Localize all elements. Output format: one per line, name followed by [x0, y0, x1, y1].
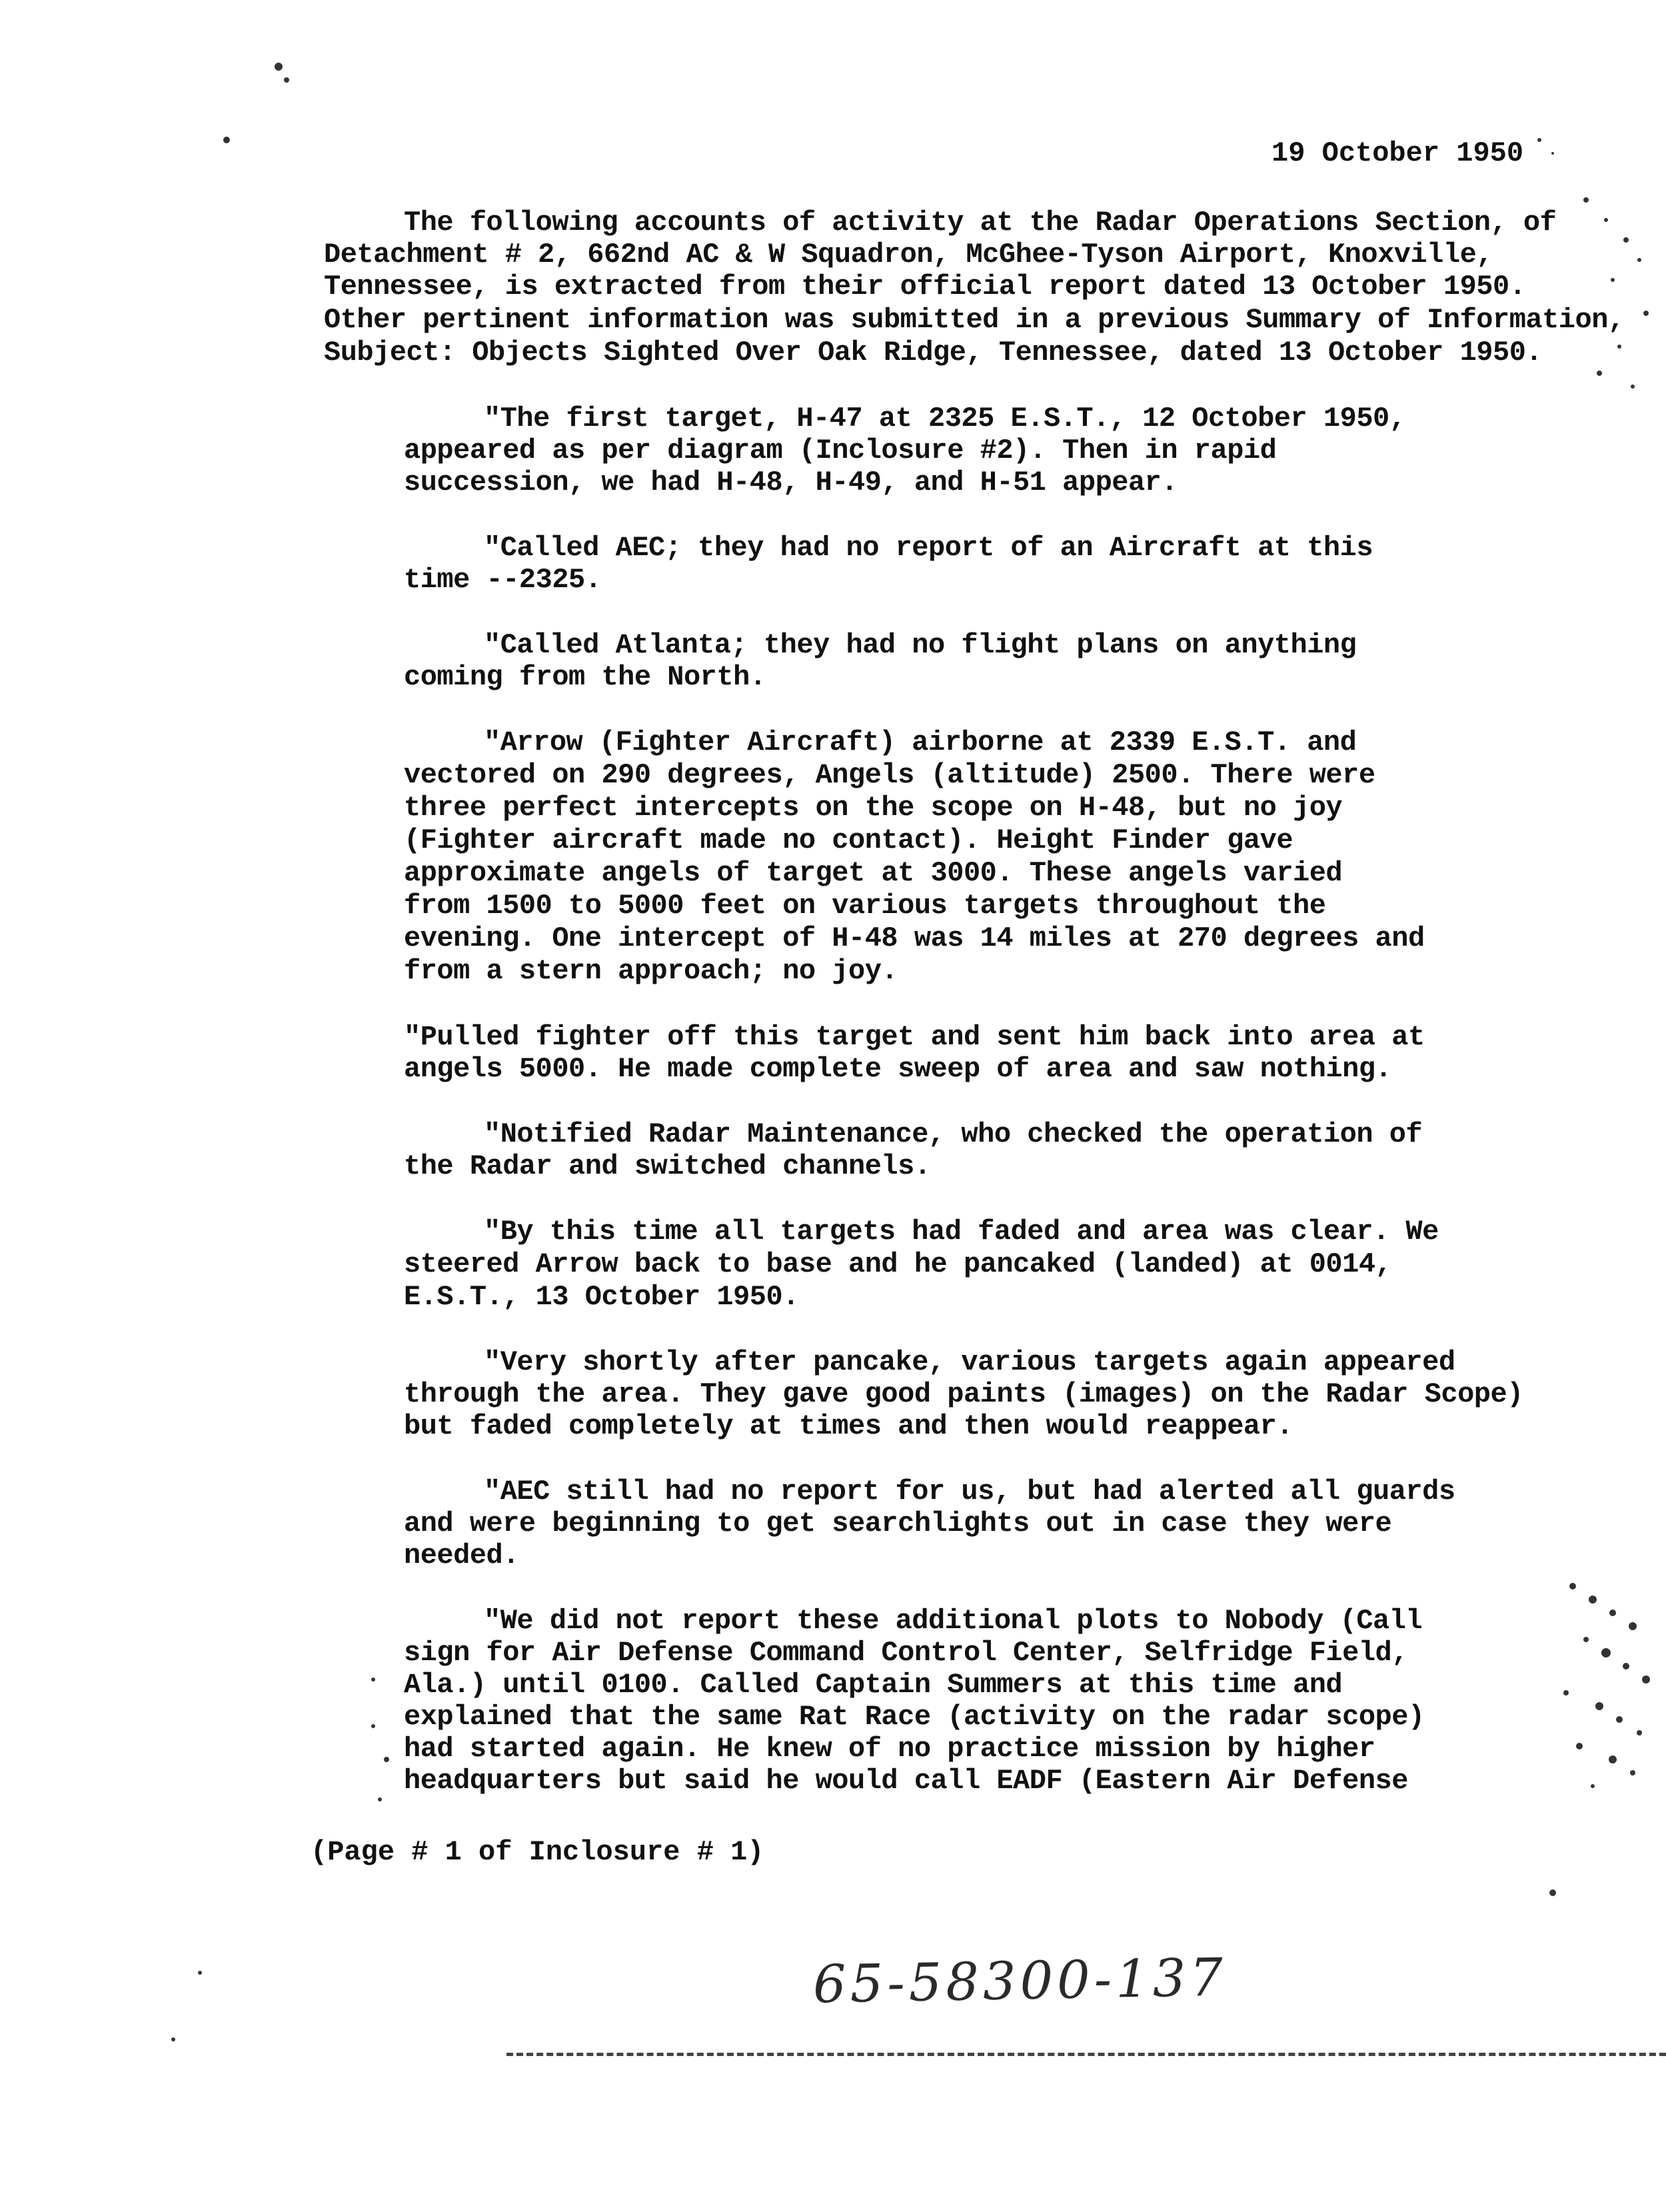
text-line: needed.	[404, 1540, 519, 1572]
handwritten-file-number: 65-58300-137	[812, 1947, 1228, 2015]
text-line: steered Arrow back to base and he pancaked (landed) at 0014,	[404, 1248, 1392, 1280]
text-line: "Pulled fighter off this target and sent him back into area at	[404, 1021, 1425, 1053]
text-line: "AEC still had no report for us, but had alerted all guards	[484, 1476, 1455, 1508]
text-line: Other pertinent information was submitted in a previous Summary of Information,	[324, 304, 1625, 336]
text-line: three perfect intercepts on the scope on H-48, but no joy	[404, 792, 1343, 824]
text-line: vectored on 290 degrees, Angels (altitude) 2500. There were	[404, 759, 1375, 791]
text-line: through the area. They gave good paints (images) on the Radar Scope)	[404, 1378, 1523, 1410]
text-line: approximate angels of target at 3000. These angels varied	[404, 857, 1343, 889]
text-line: headquarters but said he would call EADF (Eastern Air Defense	[404, 1765, 1408, 1797]
text-line: Ala.) until 0100. Called Captain Summers at this time and	[404, 1669, 1343, 1701]
text-line: The following accounts of activity at the Radar Operations Section, of	[404, 207, 1557, 239]
text-line: appeared as per diagram (Inclosure #2). Then in rapid	[404, 435, 1277, 467]
text-line: E.S.T., 13 October 1950.	[404, 1281, 799, 1313]
text-line: explained that the same Rat Race (activity on the radar scope)	[404, 1701, 1425, 1733]
text-line: time --2325.	[404, 564, 602, 596]
text-line: "Called Atlanta; they had no flight plans on anything	[484, 629, 1357, 661]
text-line: and were beginning to get searchlights out in case they were	[404, 1508, 1392, 1540]
text-line: (Fighter aircraft made no contact). Height Finder gave	[404, 824, 1293, 856]
text-line: from 1500 to 5000 feet on various targets throughout the	[404, 890, 1326, 922]
text-line: succession, we had H-48, H-49, and H-51 appear.	[404, 467, 1178, 499]
document-date: 19 October 1950	[1271, 137, 1524, 169]
scan-artifact-dashed-line	[506, 2053, 1666, 2056]
text-line: "The first target, H-47 at 2325 E.S.T., 12 October 1950,	[484, 403, 1406, 435]
text-line: "Called AEC; they had no report of an Aircraft at this	[484, 532, 1373, 564]
text-line: the Radar and switched channels.	[404, 1150, 931, 1182]
text-line: angels 5000. He made complete sweep of area and saw nothing.	[404, 1053, 1392, 1085]
text-line: evening. One intercept of H-48 was 14 miles at 270 degrees and	[404, 922, 1425, 954]
text-line: sign for Air Defense Command Control Center, Selfridge Field,	[404, 1637, 1408, 1669]
text-line: Detachment # 2, 662nd AC & W Squadron, McGhee-Tyson Airport, Knoxville,	[324, 239, 1493, 271]
text-line: Tennessee, is extracted from their official report dated 13 October 1950.	[324, 271, 1526, 303]
text-line: "Arrow (Fighter Aircraft) airborne at 2339 E.S.T. and	[484, 726, 1357, 758]
text-line: "Notified Radar Maintenance, who checked the operation of	[484, 1118, 1423, 1150]
text-line: had started again. He knew of no practice mission by higher	[404, 1733, 1375, 1765]
text-line: "By this time all targets had faded and area was clear. We	[484, 1216, 1439, 1248]
text-line: coming from the North.	[404, 661, 766, 693]
text-line: but faded completely at times and then would reappear.	[404, 1410, 1293, 1442]
text-line: "We did not report these additional plots to Nobody (Call	[484, 1605, 1423, 1637]
page-reference: (Page # 1 of Inclosure # 1)	[311, 1836, 764, 1868]
text-line: Subject: Objects Sighted Over Oak Ridge, Tennessee, dated 13 October 1950.	[324, 337, 1543, 369]
text-line: "Very shortly after pancake, various targets again appeared	[484, 1346, 1455, 1378]
text-line: from a stern approach; no joy.	[404, 955, 898, 987]
